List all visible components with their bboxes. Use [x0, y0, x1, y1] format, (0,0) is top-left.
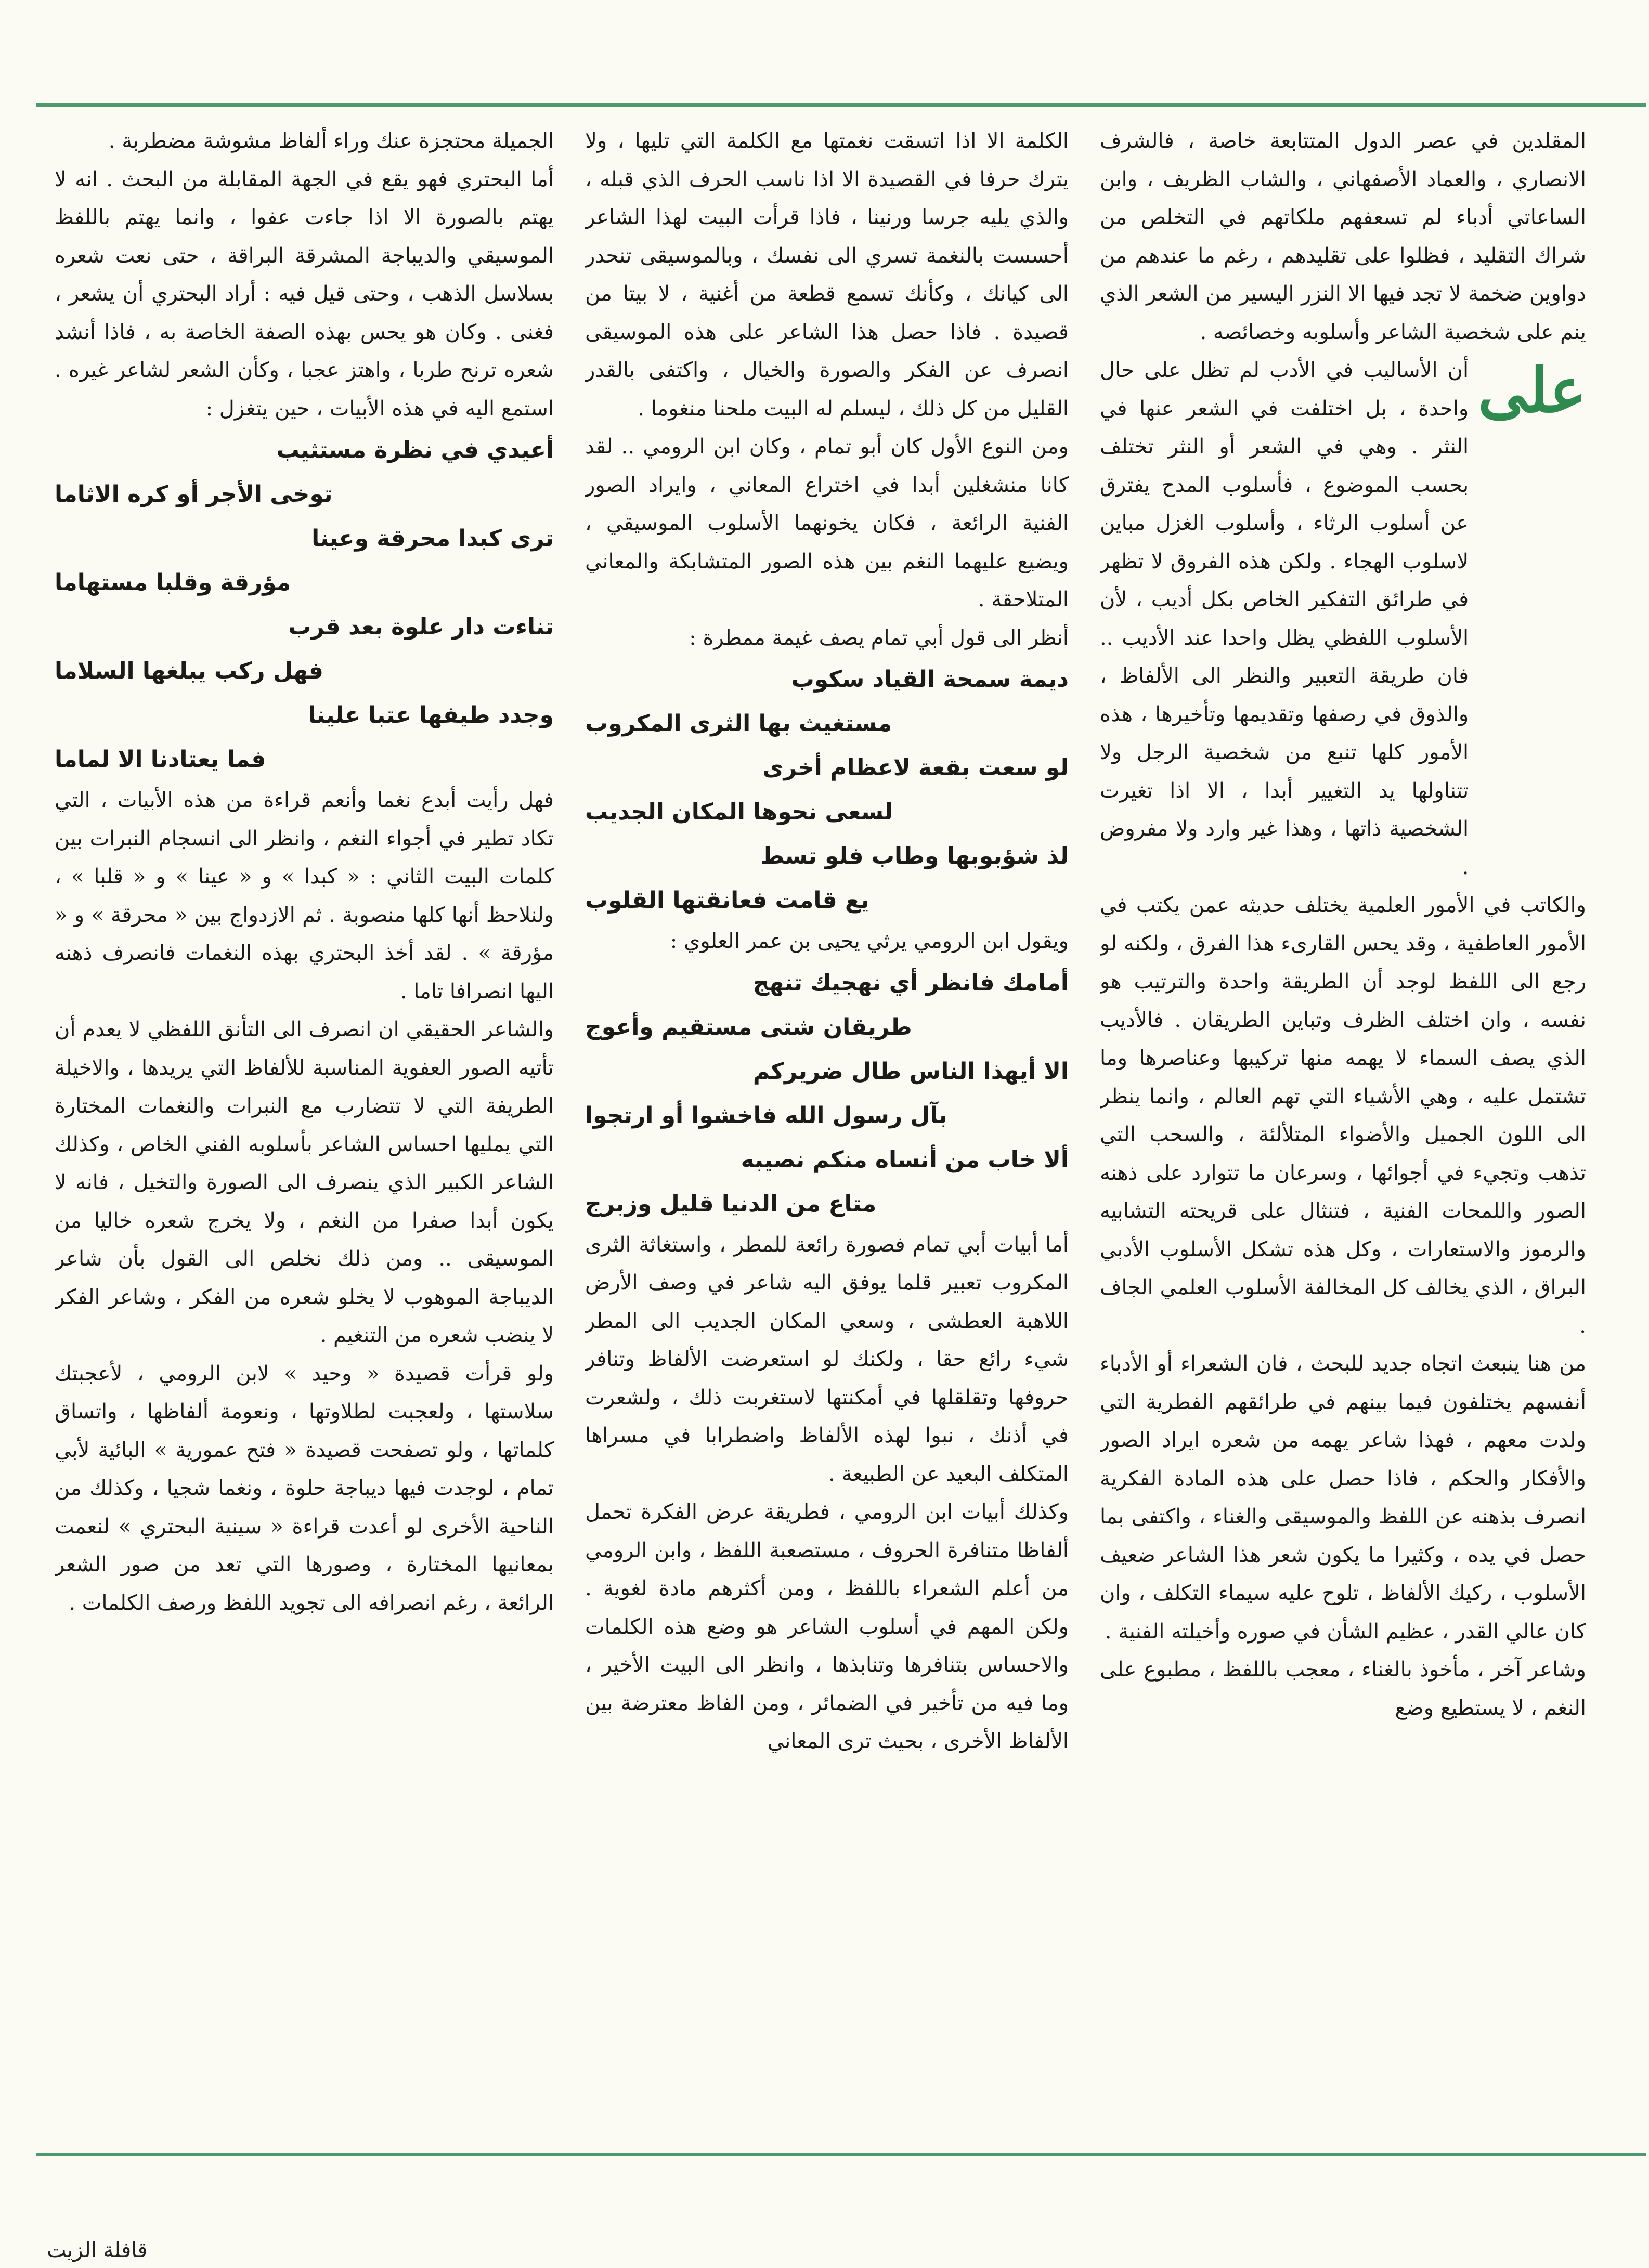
verse-hemistich: أمامك فانظر أي نهجيك تنهج — [752, 969, 1069, 996]
paragraph: الجميلة محتجزة عنك وراء ألفاظ مشوشة مضطربة . — [108, 129, 554, 153]
verse-hemistich: ديمة سمحة القياد سكوب — [791, 666, 1069, 693]
paragraph: ومن النوع الأول كان أبو تمام ، وكان ابن الرومي .. لقد كانا منشغلين أبدا في اختراع المعاني ، وايراد الصور الفنية الرائعة ، فكان يخونهما الأسلوب الموسيقي ، ويضيع عليهما النغم بين هذه الصور المتشابكة والمعاني المتلاحقة . — [585, 435, 1069, 611]
verse-hemistich: متاع من الدنيا قليل وزبرج — [585, 1190, 877, 1217]
verse-hemistich: أعيدي في نظرة مستثيب — [276, 437, 554, 463]
verse-hemistich: ألا خاب من أنساه منكم نصيبه — [741, 1146, 1069, 1173]
verse-hemistich: وجدد طيفها عتبا علينا — [308, 702, 554, 728]
paragraph: أنظر الى قول أبي تمام يصف غيمة ممطرة : — [689, 625, 1069, 650]
paragraph: ولو قرأت قصيدة « وحيد » لابن الرومي ، لأعجبتك سلاستها ، ولعجبت لطلاوتها ، ونعومة ألفاظها ، واتساق كلماتها ، ولو تصفحت قصيدة « فتح عمورية » البائية لأبي تمام ، لوجدت فيها ديباجة حلوة ، ونغما شجيا ، وكذلك من الناحية الأخرى لو أعدت قراءة « سينية البحتري » لنعمت بمعانيها المختارة ، وصورها التي تعد من صور الشعر الرائعة ، رغم انصرافه الى تجويد اللفظ ورصف الكلمات . — [55, 1361, 554, 1615]
paragraph: الكلمة الا اذا اتسقت نغمتها مع الكلمة التي تليها ، ولا يترك حرفا في القصيدة الا اذا ناسب الحرف الذي قبله ، والذي يليه جرسا ورنينا ، فاذا قرأت البيت لهذا الشاعر أحسست بالنغمة تسري الى نفسك ، وبالموسيقى تنحدر الى كيانك ، وكأنك تسمع قطعة من أغنية ، لا بيتا من قصيدة . فاذا حصل هذا الشاعر على هذه الموسيقى انصرف عن الفكر والصورة والخيال ، واكتفى بالقدر القليل من كل ذلك ، ليسلم له البيت ملحنا منغوما . — [585, 129, 1069, 421]
paragraph: المقلدين في عصر الدول المتتابعة خاصة ، فالشرف الانصاري ، والعماد الأصفهاني ، والشاب الظريف ، وابن الساعاتي أدباء لم تسعفهم ملكاتهم في التخلص من شراك التقليد ، فظلوا على تقليدهم ، رغم ما عندهم من دواوين ضخمة لا تجد فيها الا النزر اليسير من الشعر الذي ينم على شخصية الشاعر وأسلوبه وخصائصه . — [1100, 129, 1586, 344]
verse-hemistich: يع قامت فعانقتها القلوب — [585, 887, 869, 914]
verse-hemistich: لذ شؤبوبها وطاب فلو تسط — [760, 843, 1069, 869]
paragraph: أما أبيات أبي تمام فصورة رائعة للمطر ، واستغاثة الثرى المكروب تعبير قلما يوفق اليه شاعر في وصف الأرض اللاهبة العطشى ، وسعي المكان الجديب الى المطر شيء رائع حقا ، ولكنك لو استعرضت الألفاظ وتنافر حروفها وتقلقلها في أمكنتها لاستغربت ذلك ، ولشعرت في أذنك ، نبوا لهذه الألفاظ واضطرابا في مسراها المتكلف البعيد عن الطبيعة . — [585, 1232, 1069, 1486]
dropcap-paragraph — [1100, 351, 1586, 887]
verse-hemistich: طريقان شتى مستقيم وأعوج — [585, 1013, 912, 1040]
paragraph: وشاعر آخر ، مأخوذ بالغناء ، معجب باللفظ ، مطبوع على النغم ، لا يستطيع وضع — [1100, 1658, 1586, 1720]
bottom-green-rule — [36, 2153, 1646, 2156]
top-green-rule — [36, 103, 1646, 107]
paragraph: والشاعر الحقيقي ان انصرف الى التأنق اللفظي لا يعدم أن تأتيه الصور العفوية المناسبة للألفاظ التي يريدها ، والاخيلة الطريفة التي لا تتضارب مع النبرات والنغمات المختارة التي يمليها احساس الشاعر بأسلوبه الفني الخاص ، وكذلك الشاعر الكبير الذي ينصرف الى الصورة والتخيل ، فانه لا يكون أبدا صفرا من النغم ، ولا يخرج شعره خاليا من الموسيقى .. ومن ذلك نخلص الى القول بأن شاعر الديباجة الموهوب لا يخلو شعره من الفكر ، وشاعر الفكر لا ينضب شعره من التنغيم . — [55, 1018, 554, 1347]
paragraph: أما البحتري فهو يقع في الجهة المقابلة من البحث . انه لا يهتم بالصورة الا اذا جاءت عفوا ، وانما يهتم باللفظ الموسيقي والديباجة المشرقة البراقة ، حتى نعت شعره بسلاسل الذهب ، وحتى قيل فيه : أراد البحتري أن يشعر ، فغنى . وكان هو يحس بهذه الصفة الخاصة به ، فاذا أنشد شعره ترنح طربا ، واهتز عجبا ، وكأن الشعر لشاعر غيره . استمع اليه في هذه الأبيات ، حين يتغزل : — [55, 167, 554, 421]
verse-hemistich: لو سعت بقعة لاعظام أخرى — [762, 754, 1069, 781]
verse-hemistich: تناءت دار علوة بعد قرب — [288, 614, 554, 640]
magazine-footer-title: قافلة الزيت — [47, 2238, 148, 2262]
verse-hemistich: فما يعتادنا الا لماما — [55, 746, 266, 773]
verse-hemistich: توخى الأجر أو كره الاثاما — [55, 481, 333, 507]
paragraph: وكذلك أبيات ابن الرومي ، فطريقة عرض الفكرة تحمل ألفاظا متنافرة الحروف ، مستصعبة اللفظ ، وابن الرومي من أعلم الشعراء باللفظ ، ومن أكثرهم مادة لغوية . ولكن المهم في أسلوب الشاعر هو وضع هذه الكلمات والاحساس بتنافرها وتنابذها ، وانظر الى البيت الأخير ، وما فيه من تأخير في الضمائر ، ومن الفاظ معترضة بين الألفاظ الأخرى ، بحيث ترى المعاني — [585, 1500, 1069, 1753]
article-column-left — [55, 122, 554, 2140]
paragraph: أن الأساليب في الأدب لم تظل على حال واحدة ، بل اختلفت في الشعر عنها في النثر . وهي في الشعر أو النثر تختلف بحسب الموضوع ، فأسلوب المدح يفترق عن أسلوب الرثاء ، وأسلوب الغزل مباين لاسلوب الهجاء . ولكن هذه الفروق لا تظهر في طرائق التفكير الخاص بكل أديب ، لأن الأسلوب اللفظي يظل واحدا عند الأديب .. فان طريقة التعبير والنظر الى الألفاظ ، والذوق في رصفها وتقديمها وتأخيرها ، هذه الأمور كلها تنبع من شخصية الرجل ولا تتناولها يد التغيير أبدا ، الا اذا تغيرت الشخصية ذاتها ، وهذا غير وارد ولا مفروض . — [1100, 358, 1469, 879]
verse-hemistich: مؤرقة وقلبا مستهاما — [55, 569, 291, 596]
dropcap-initial: على — [1478, 354, 1586, 426]
verse-hemistich: مستغيث بها الثرى المكروب — [585, 710, 892, 737]
paragraph: والكاتب في الأمور العلمية يختلف حديثه عمن يكتب في الأمور العاطفية ، وقد يحس القارىء هذا الفرق ، ولكنه لو رجع الى اللفظ لوجد أن الطريقة واحدة والترتيب هو نفسه ، وان اختلف الظرف وتباين الطريقان . فالأديب الذي يصف السماء لا يهمه منها تركيبها وعناصرها وما تشتمل عليه ، وهي الأشياء التي تهم العالم ، وانما ينظر الى اللون الجميل والأضواء المتلألئة ، والسحب التي تذهب وتجيء في أجوائها ، وسرعان ما تتوارد على ذهنه الصور واللمحات الفنية ، فتنثال على قريحته التشابيه والرموز والاستعارات ، وكل هذه تشكل الأسلوب الأدبي البراق ، الذي يخالف كل المخالفة الأسلوب العلمي الجاف . — [1100, 893, 1586, 1338]
verse-hemistich: بآل رسول الله فاخشوا أو ارتجوا — [585, 1102, 947, 1129]
paragraph: من هنا ينبعث اتجاه جديد للبحث ، فان الشعراء أو الأدباء أنفسهم يختلفون فيما بينهم في طرائقهم الفطرية التي ولدت معهم ، فهذا شاعر يهمه من شعره ايراد الصور والأفكار والحكم ، فاذا حصل على هذه المادة الفكرية انصرف بذهنه عن اللفظ والموسيقى والغناء ، واكتفى بما حصل في يده ، وكثيرا ما يكون شعر هذا الشاعر ضعيف الأسلوب ، ركيك الألفاظ ، تلوح عليه سيماء التكلف ، وان كان عالي القدر ، عظيم الشأن في صوره وأخيلته الفنية . — [1100, 1352, 1586, 1644]
verse-hemistich: لسعى نحوها المكان الجديب — [585, 799, 893, 825]
paragraph: فهل رأيت أبدع نغما وأنعم قراءة من هذه الأبيات ، التي تكاد تطير في أجواء النغم ، وانظر الى انسجام النبرات بين كلمات البيت الثاني : « كبدا » و « عينا » و « قلبا » ، ولنلاحظ أنها كلها منصوبة . ثم الازدواج بين « محرقة » و « مؤرقة » . لقد أخذ البحتري بهذه النغمات فانصرف ذهنه اليها انصرافا تاما . — [55, 788, 554, 1003]
article-column-middle — [585, 122, 1069, 2140]
verse-hemistich: الا أيهذا الناس طال ضريركم — [752, 1058, 1069, 1085]
verse-hemistich: ترى كبدا محرقة وعينا — [311, 525, 554, 552]
paragraph: ويقول ابن الرومي يرثي يحيى بن عمر العلوي : — [670, 929, 1069, 953]
verse-hemistich: فهل ركب يبلغها السلاما — [55, 658, 323, 684]
article-column-right — [1100, 122, 1586, 2140]
